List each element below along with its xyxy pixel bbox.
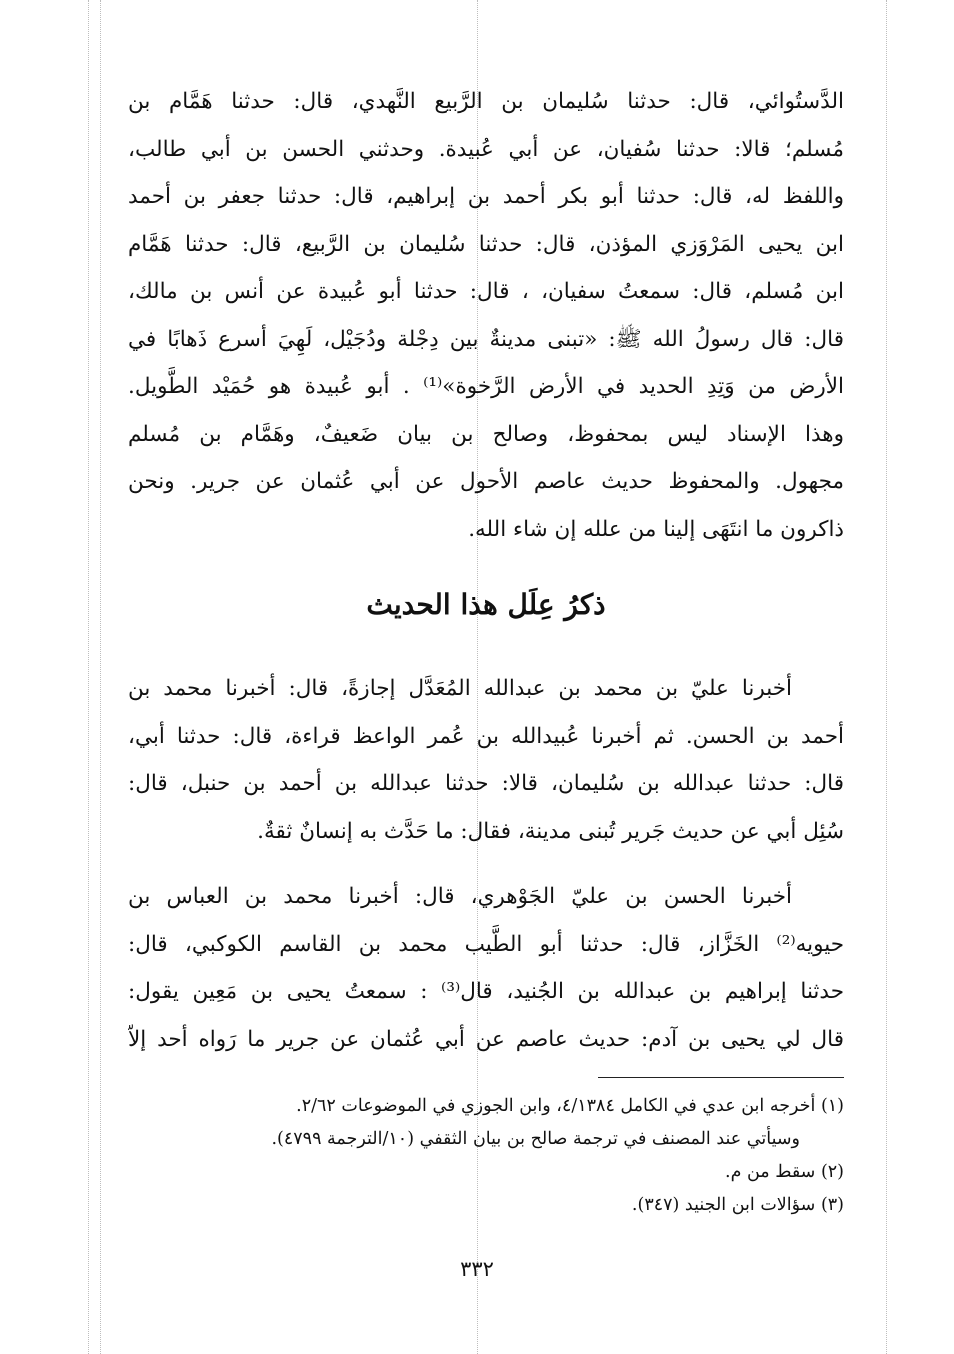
text-line: الأرض من وَتِدِ الحديد في الأرض الرَّخوة»⁽¹⁾ . أبو عُبيدة هو حُمَيْد الطَّويل.: [128, 374, 844, 399]
text-line: قال: حدثنا عبدالله بن سُليمان، قالا: حدثنا عبدالله بن أحمد بن حنبل، قال:: [128, 771, 844, 796]
footnote-3: [128, 1189, 844, 1222]
footnote-text: سؤالات ابن الجنيد (٣٤٧).: [631, 1195, 816, 1215]
text-line: أخبرنا الحسن بن عليّ الجَوْهري، قال: أخبرنا محمد بن العباس بن: [128, 884, 792, 909]
footnote-1-continued: وسيأتي عند المصنف في ترجمة صالح بن بيان الثقفي (١٠/الترجمة ٤٧٩٩).: [271, 1129, 800, 1149]
text-line: قال لي يحيى بن آدم: حديث عاصم عن أبي عُثمان عن جرير ما رَواه أحد إلاّ: [128, 1026, 844, 1052]
footnote-marker: (٢): [820, 1162, 844, 1182]
footnote-marker: (٣): [820, 1195, 844, 1215]
footnote-2: [128, 1156, 844, 1189]
body-paragraph-3: [128, 873, 844, 1063]
footnote-text: سقط من م.: [725, 1162, 816, 1182]
text-line: ابن يحيى المَرْوَزي المؤذن، قال: حدثنا سُليمان بن الرَّبيع، قال: حدثنا هَمَّام: [128, 231, 844, 257]
scan-guide-line: [88, 0, 89, 1354]
text-line: مجهول. والمحفوظ حديث عاصم الأحول عن أبي عُثمان عن جرير. ونحن: [128, 469, 844, 494]
text-line: أحمد بن الحسن. ثم أخبرنا عُبيدالله بن عُمر الواعظ قراءة، قال: حدثنا أبي،: [128, 723, 844, 749]
footnote-text: أخرجه ابن عدي في الكامل ٤/١٣٨٤، وابن الجوزي في الموضوعات ٢/٦٢.: [296, 1096, 816, 1116]
text-line: الدَّستُوائي، قال: حدثنا سُليمان بن الرَّبيع النَّهدي، قال: حدثنا هَمَّام بن: [128, 89, 844, 114]
footnote-separator: [598, 1077, 844, 1078]
page-number: ٣٣٢: [460, 1257, 494, 1281]
text-line: أخبرنا عليّ بن محمد بن عبدالله المُعَدَّل إجازةً، قال: أخبرنا محمد بن: [128, 676, 792, 701]
text-line: سُئِل أبي عن حديث جَرير تُبنى مدينة، فقال: ما حَدَّث به إنسانٌ ثقةٌ.: [257, 818, 844, 844]
footnote-1: [128, 1090, 844, 1123]
body-paragraph-2: [128, 665, 844, 855]
scan-guide-line: [886, 0, 887, 1354]
text-line: حيويه⁽²⁾ الخَزَّاز، قال: حدثنا أبو الطَّيب محمد بن القاسم الكوكبي، قال:: [128, 931, 844, 957]
text-line: مُسلم؛ قالا: حدثنا سُفيان، عن أبي عُبيدة. وحدثني الحسن بن أبي طالب،: [128, 136, 844, 162]
text-line: ابن مُسلم، قال: سمعتُ سفيان، ، قال: حدثنا أبو عُبيدة عن أنس بن مالك،: [128, 279, 844, 304]
section-heading: ذكرُ عِلَل هذا الحديث: [366, 588, 606, 621]
footnotes: [128, 1090, 844, 1222]
text-line: ذاكرون ما انتَهَى إلينا من علله إن شاء الله.: [468, 516, 844, 542]
document-page: [128, 78, 844, 1222]
scan-guide-line: [100, 0, 101, 1354]
text-line: واللفظ له، قال: حدثنا أبو بكر أحمد بن إبراهيم، قال: حدثنا جعفر بن أحمد: [128, 184, 844, 209]
footnote-marker: (١): [820, 1096, 844, 1116]
text-line: قال: قال رسولُ الله ﷺ: «تبنى مدينةٌ بين دِجْلة ودُجَيْل، لَهِيَ أسرع ذَهابًا في: [128, 326, 844, 352]
body-paragraph-1: [128, 78, 844, 553]
text-line: وهذا الإسناد ليس بمحفوظ، وصالح بن بيان ضَعيفٌ، وهَمَّام بن مُسلم: [128, 421, 844, 447]
text-line: حدثنا إبراهيم بن عبدالله بن الجُنيد، قال⁽³⁾ : سمعتُ يحيى بن مَعِين يقول:: [128, 979, 844, 1004]
